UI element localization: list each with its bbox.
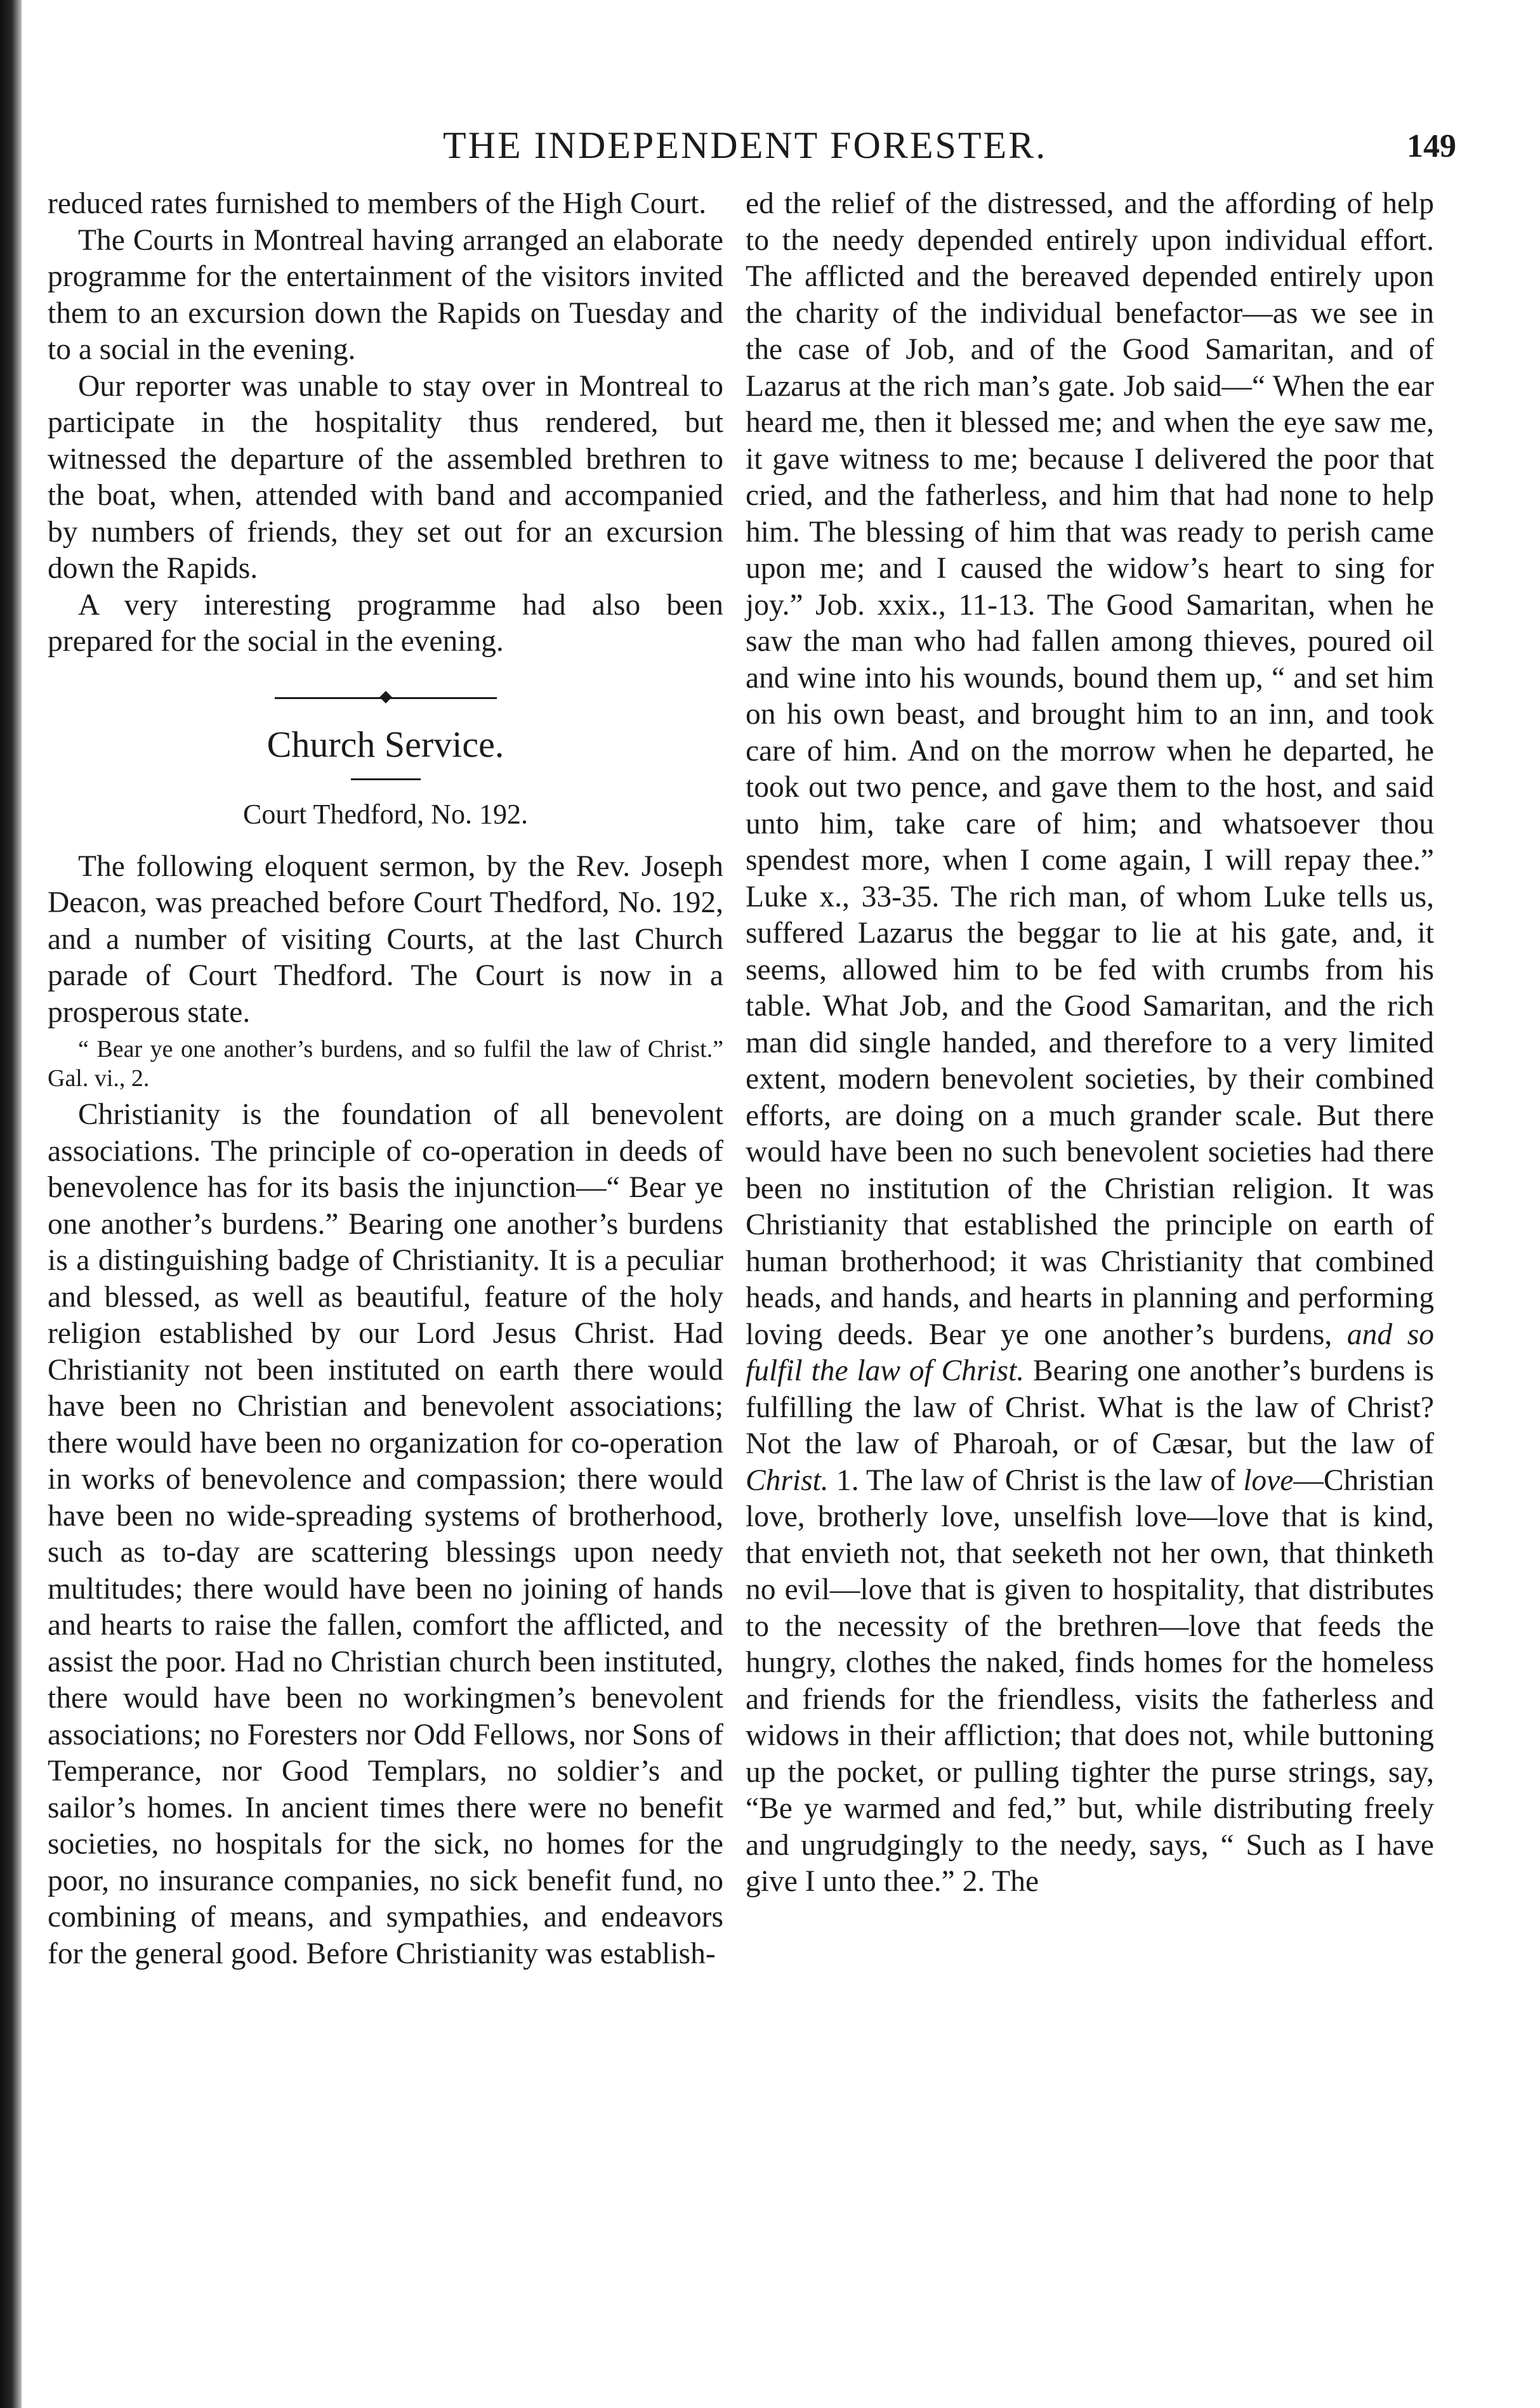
title-rule bbox=[351, 778, 421, 780]
paragraph: A very interesting programme had also been prepared for the social in the evening. bbox=[48, 588, 723, 658]
sermon-body: Christianity is the foundation of all benevolent associations. The principle of co-operation in deeds of benevolence has for its basis the injunction—“ Bear ye one another’s burdens.” Bearing one another’s burdens is a distinguishing badge of Christianity. It is a peculiar and blessed, as well as beautiful, feature of the holy religion established by our Lord Jesus Christ. Had Christianity not been instituted on earth there would have been no Christian and benevolent associations; there would have been no organization for co-operation in works of benevolence and compassion; there would have been no wide-spreading systems of brotherhood, such as to-day are scattering blessings upon needy multitudes; there would have been no joining of hands and hearts to raise the fallen, comfort the afflicted, and assist the poor. Had no Christian church been instituted, there would have been no workingmen’s benevolent associations; no Foresters nor Odd Fellows, nor Sons of Temperance, nor Good Templars, no soldier’s and sailor’s homes. In ancient times there were no benefit societies, no hospitals for the sick, no homes for the poor, no insurance companies, no sick benefit fund, no combining of means, and sympathies, and endeavors for the general good. Before Christianity was establish- bbox=[48, 1098, 723, 1970]
bear-phrase: Bear ye one another’s burdens, bbox=[928, 1318, 1347, 1351]
page-header bbox=[44, 124, 1456, 181]
section-subtitle: Court Thedford, No. 192. bbox=[243, 798, 528, 830]
paragraph-text: —Christian love, brotherly love, unselfish love—love that is kind, that envieth not, that seeketh not her own, that thinketh no evil—love that is given to hospitality, that distributes to the necessity of the brethren—love that feeds the hungry, clothes the naked, finds homes for the homeless and friends for the friendless, visits the fatherless and widows in their affliction; that does not, while buttoning up the pocket, or pulling tighter the purse strings, say, “Be ye warmed and fed,” but, while distributing freely and ungrudgingly to the needy, says, “ Such as I have give I unto thee.” 2. The bbox=[746, 1463, 1434, 1898]
section-title: Church Service. bbox=[267, 723, 504, 765]
paragraph-text: ed the relief of the distressed, and the affording of help to the needy depended entirely upon individual effort. The afflicted and the bereaved depended entirely upon the charity of the individual benefactor—as we see in the case of Job, and of the Good Samaritan, and of Lazarus at the rich man’s gate. Job said—“ When the ear heard me, then it blessed me; and when the eye saw me, it gave witness to me; because I delivered the poor that cried, and the fatherless, and him that had none to help him. The blessing of him that was ready to perish came upon me; and I caused the widow’s heart to sing for joy.” Job. xxix., 11-13. The Good Samaritan, when he saw the man who had fallen among thieves, poured oil and wine into his wounds, bound them up, “ and set him on his own beast, and brought him to an inn, and took care of him. And on the morrow when he departed, he took out two pence, and gave them to the host, and said unto him, take care of him; and whatsoever thou spendest more, when I come again, I will repay thee.” Luke x., 33-35. The rich man, of whom Luke tells us, suffered Lazarus the beggar to lie at his gate, and, it seems, allowed him to be fed with crumbs from his table. What Job, and the Good Samaritan, and the rich man did single handed, and therefore to a very limited extent, modern benevolent societies, by their combined efforts, are doing on a much grander scale. But there would have been no such benevolent societies had there been no institution of the Christian religion. It was Christianity that established the principle on earth of human brotherhood; it was Christianity that combined heads, and hands, and hearts in planning and performing loving deeds. bbox=[746, 187, 1434, 1351]
page-binding-shadow bbox=[0, 0, 22, 2408]
right-column bbox=[746, 186, 1434, 1901]
page-number: 149 bbox=[1407, 128, 1456, 164]
bear-phrase-italic: and so fulfil the law of Christ. bbox=[746, 1318, 1434, 1387]
christ-italic: Christ. bbox=[746, 1463, 829, 1497]
paragraph bbox=[746, 186, 1434, 1901]
paragraph: reduced rates furnished to members of the High Court. bbox=[48, 187, 707, 220]
paragraph-text: Bearing one another’s burdens is fulfilling the law of Christ. What is the law of Christ? Not the law of Pharoah, or of Cæsar, but the law of bbox=[746, 1354, 1435, 1460]
epigraph: “ Bear ye one another’s burdens, and so fulfil the law of Christ.” Gal. vi., 2. bbox=[48, 1036, 723, 1092]
running-title: THE INDEPENDENT FORESTER. bbox=[443, 124, 1048, 166]
love-italic: love bbox=[1243, 1463, 1294, 1497]
section-divider bbox=[275, 691, 497, 703]
paragraph: The Courts in Montreal having arranged an elaborate programme for the entertainment of the visitors invited them to an excursion down the Rapids on Tuesday and to a social in the evening. bbox=[48, 223, 723, 366]
sermon-intro: The following eloquent sermon, by the Rev. Joseph Deacon, was preached before Court Thedford, No. 192, and a number of visiting Courts, at the last Church parade of Court Thedford. The Court is now in a prosperous state. bbox=[48, 849, 723, 1029]
left-column bbox=[48, 186, 723, 1972]
paragraph-text: 1. The law of Christ is the law of bbox=[828, 1463, 1244, 1497]
paragraph: Our reporter was unable to stay over in Montreal to participate in the hospitality thus rendered, but witnessed the departure of the assembled brethren to the boat, when, attended with band and accompanied by numbers of friends, they set out for an excursion down the Rapids. bbox=[48, 369, 723, 585]
divider-diamond-icon bbox=[379, 691, 392, 703]
